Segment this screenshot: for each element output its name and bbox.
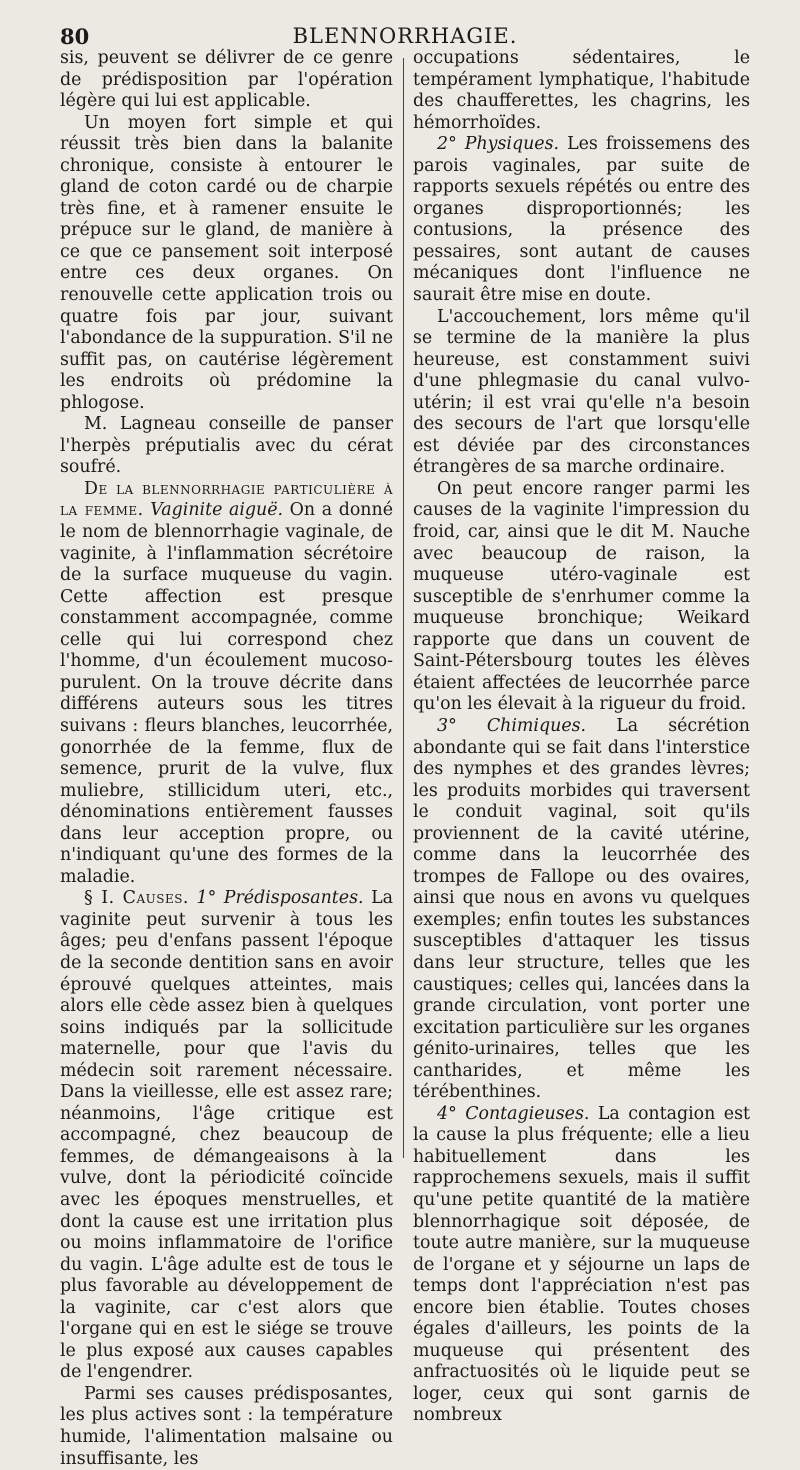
- section-heading: De la blennorrhagie particulière à la femme.: [60, 478, 393, 521]
- paragraph: [413, 716, 750, 1104]
- paragraph: M. Lagneau conseille de panser l'herpès préputialis avec du cérat soufré.: [60, 414, 393, 478]
- paragraph: occupations sédentaires, le tempérament lymphatique, l'habitude des chaufferettes, les chagrins, les hémorrhoïdes.: [413, 48, 750, 133]
- paragraph-text: La vaginite peut survenir à tous les âges; peu d'enfans passent l'époque de la seconde dentition sans en avoir éprouvé quelques atteintes, mais alors elle cède assez bien à quelques soins indiqués par la sollicitude maternelle, pour que l'avis du médecin soit rarement nécessaire. Dans la vieillesse, elle est assez rare; néanmoins, l'âge critique est accompagné, chez beaucoup de femmes, de démangeaisons à la vulve, dont la périodicité coïncide avec les époques menstruelles, et dont la cause est une irritation plus ou moins inflammatoire de l'orifice du vagin. L'âge adulte est de tous le plus favorable au développement de la vaginite, car c'est alors que l'organe qui en est le siége se trouve le plus exposé aux causes capables de l'engendrer.: [60, 888, 393, 1383]
- running-title: BLENNORRHAGIE.: [292, 24, 518, 48]
- paragraph-text: La sécrétion abondante qui se fait dans l'interstice des nymphes et des grandes lèvres; les produits morbides qui traversent le conduit vaginal, soit qu'ils proviennent de la cavité utérine, comme dans la leucorrhée des trompes de Fallope ou des ovaires, ainsi que nous en avons vu quelques exemples; enfin toutes les substances susceptibles d'attaquer les tissus dans leur structure, telles que les caustiques; celles qui, lancées dans la grande circulation, vont porter une excitation particulière sur les organes génito-urinaires, telles que les cantharides, et même les térébenthines.: [413, 715, 750, 1103]
- section-heading: § I. Causes.: [84, 888, 189, 909]
- subheading: 3° Chimiques.: [437, 715, 587, 736]
- column-divider: [403, 58, 404, 1158]
- right-column: [413, 48, 750, 1427]
- page-header: [60, 20, 750, 50]
- page-number: 80: [60, 24, 90, 49]
- paragraph: sis, peuvent se délivrer de ce genre de prédisposition par l'opération légère qui lui est applicable.: [60, 48, 393, 112]
- paragraph-text: On a donné le nom de blennorrhagie vaginale, de vaginite, à l'inflammation sécrétoire de la surface muqueuse du vagin. Cette affection est presque constamment accompagnée, comme celle qui lui correspond chez l'homme, d'un écoulement mucoso-purulent. On la trouve décrite dans différens auteurs sous les titres suivans : fleurs blanches, leucorrhée, gonorrhée de la femme, flux de semence, prurit de la vulve, flux muliebre, stillicidum uteri, etc., dénominations entièrement fausses dans leur acception propre, ou n'indiquant qu'une des formes de la maladie.: [60, 500, 393, 887]
- paragraph-text: Les froissemens des parois vaginales, par suite de rapports sexuels répétés ou entre des organes disproportionnés; les contusions, la présence des pessaires, sont autant de causes mécaniques dont l'influence ne saurait être mise en doute.: [413, 134, 751, 306]
- subheading: 1° Prédisposantes.: [196, 888, 364, 909]
- left-column: [60, 48, 393, 1470]
- subheading: 2° Physiques.: [437, 134, 560, 155]
- paragraph: Un moyen fort simple et qui réussit très bien dans la balanite chronique, consiste à entourer le gland de coton cardé ou de charpie très fine, et à ramener ensuite le prépuce sur le gland, de manière à ce que ce pansement soit interposé entre ces deux organes. On renouvelle cette application trois ou quatre fois par jour, suivant l'abondance de la suppuration. S'il ne suffit pas, on cautérise légèrement les endroits où prédomine la phlogose.: [60, 112, 393, 413]
- paragraph: L'accouchement, lors même qu'il se termine de la manière la plus heureuse, est constamment suivi d'une phlegmasie du canal vulvo-utérin; il est vrai qu'elle n'a besoin des secours de l'art que lorsqu'elle est déviée par des circonstances étrangères de sa marche ordinaire.: [413, 306, 750, 478]
- paragraph: Parmi ses causes prédisposantes, les plus actives sont : la température humide, l'alimentation malsaine ou insuffisante, les: [60, 1383, 393, 1469]
- paragraph: [60, 479, 393, 888]
- subheading: Vaginite aiguë.: [150, 500, 284, 521]
- paragraph: [60, 888, 393, 1384]
- subheading: 4° Contagieuses.: [437, 1103, 590, 1124]
- paragraph-text: La contagion est la cause la plus fréquente; elle a lieu habituellement dans les rapprochemens sexuels, mais il suffit qu'une petite quantité de la matière blennorrhagique soit déposée, de toute autre manière, sur la muqueuse de l'organe et y séjourne un laps de temps dont l'appréciation n'est pas encore bien établie. Toutes choses égales d'ailleurs, les points de la muqueuse qui présentent des anfractuosités où le liquide peut se loger, ceux qui sont garnis de nombreux: [413, 1103, 751, 1426]
- paragraph: [413, 1104, 750, 1427]
- paragraph: On peut encore ranger parmi les causes de la vaginite l'impression du froid, car, ainsi que le dit M. Nauche avec beaucoup de raison, la muqueuse utéro-vaginale est susceptible de s'enrhumer comme la muqueuse bronchique; Weikard rapporte que dans un couvent de Saint-Pétersbourg toutes les élèves étaient affectées de leucorrhée parce qu'on les élevait à la rigueur du froid.: [413, 478, 750, 715]
- paragraph: [413, 134, 750, 306]
